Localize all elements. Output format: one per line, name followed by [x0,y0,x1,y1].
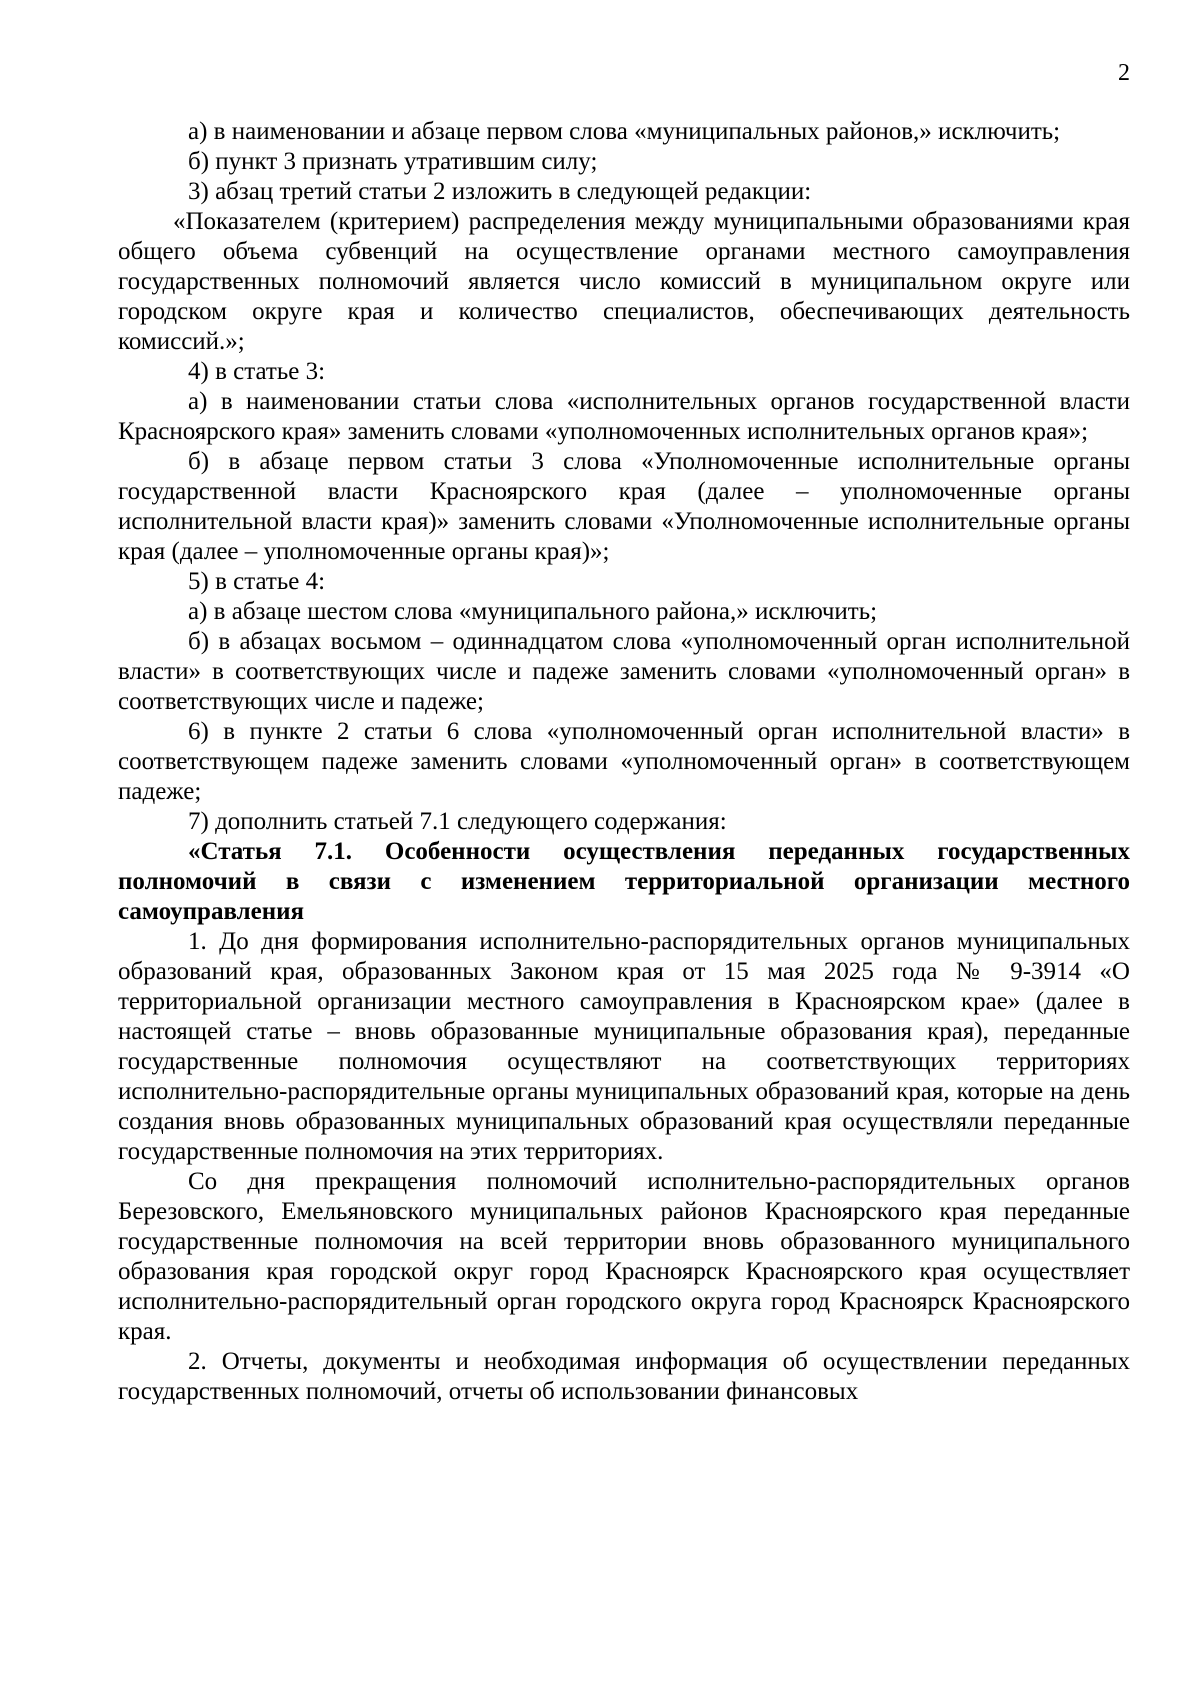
article-7-1-clause-2: 2. Отчеты, документы и необходимая информация об осуществлении переданных государственных полномочий, отчеты об использовании финансовых [118,1348,1130,1405]
article-7-1-heading: «Статья 7.1. Особенности осуществления переданных государственных полномочий в связи с изменением территориальной организации местного самоуправления [118,838,1130,925]
paragraph-5a: а) в абзаце шестом слова «муниципального района,» исключить; [188,598,878,625]
paragraph-quoted-indicator: «Показателем (критерием) распределения между муниципальными образованиями края общего объема субвенций на осуществление органами местного самоуправления государственных полномочий является число комиссий в муниципальном округе или городском округе края и количество специалистов, обеспечивающих деятельность комиссий.»; [118,208,1130,355]
paragraph-3b: б) пункт 3 признать утратившим силу; [188,148,598,175]
paragraph-5b: б) в абзацах восьмом – одиннадцатом слова «уполномоченный орган исполнительной власти» в соответствующих числе и падеже заменить словами «уполномоченный орган» в соответствующих числе и падеже; [118,628,1130,715]
paragraph-item-6: 6) в пункте 2 статьи 6 слова «уполномоченный орган исполнительной власти» в соответствующем падеже заменить словами «уполномоченный орган» в соответствующем падеже; [118,718,1130,805]
paragraph-4a: а) в наименовании статьи слова «исполнительных органов государственной власти Красноярского края» заменить словами «уполномоченных исполнительных органов края»; [118,388,1130,445]
paragraph-3a: а) в наименовании и абзаце первом слова «муниципальных районов,» исключить; [188,118,1061,145]
paragraph-item-4: 4) в статье 3: [188,358,326,385]
paragraph-item-5: 5) в статье 4: [188,568,326,595]
paragraph-4b: б) в абзаце первом статьи 3 слова «Уполномоченные исполнительные органы государственной власти Красноярского края (далее – уполномоченные органы исполнительной власти края)» заменить словами «Уполномоченные исполнительные органы края (далее – уполномоченные органы края)»; [118,448,1130,565]
article-7-1-clause-1-continued: Со дня прекращения полномочий исполнительно-распорядительных органов Березовского, Емельяновского муниципальных районов Красноярского края переданные государственные полномочия на всей территории вновь образованного муниципального образования края городской округ город Красноярск Красноярского края осуществляет исполнительно-распорядительный орган городского округа город Красноярск Красноярского края. [118,1168,1130,1345]
article-7-1-clause-1: 1. До дня формирования исполнительно-распорядительных органов муниципальных образований края, образованных Законом края от 15 мая 2025 года № 9-3914 «О территориальной организации местного самоуправления в Красноярском крае» (далее в настоящей статье – вновь образованные муниципальные образования края), переданные государственные полномочия осуществляют на соответствующих территориях исполнительно-распорядительные органы муниципальных образований края, которые на день создания вновь образованных муниципальных образований края осуществляли переданные государственные полномочия на этих территориях. [118,928,1130,1165]
paragraph-item-7: 7) дополнить статьей 7.1 следующего содержания: [188,808,727,835]
document-body [118,117,1130,1407]
paragraph-item-3: 3) абзац третий статьи 2 изложить в следующей редакции: [188,178,812,205]
page-number: 2 [1118,60,1130,86]
